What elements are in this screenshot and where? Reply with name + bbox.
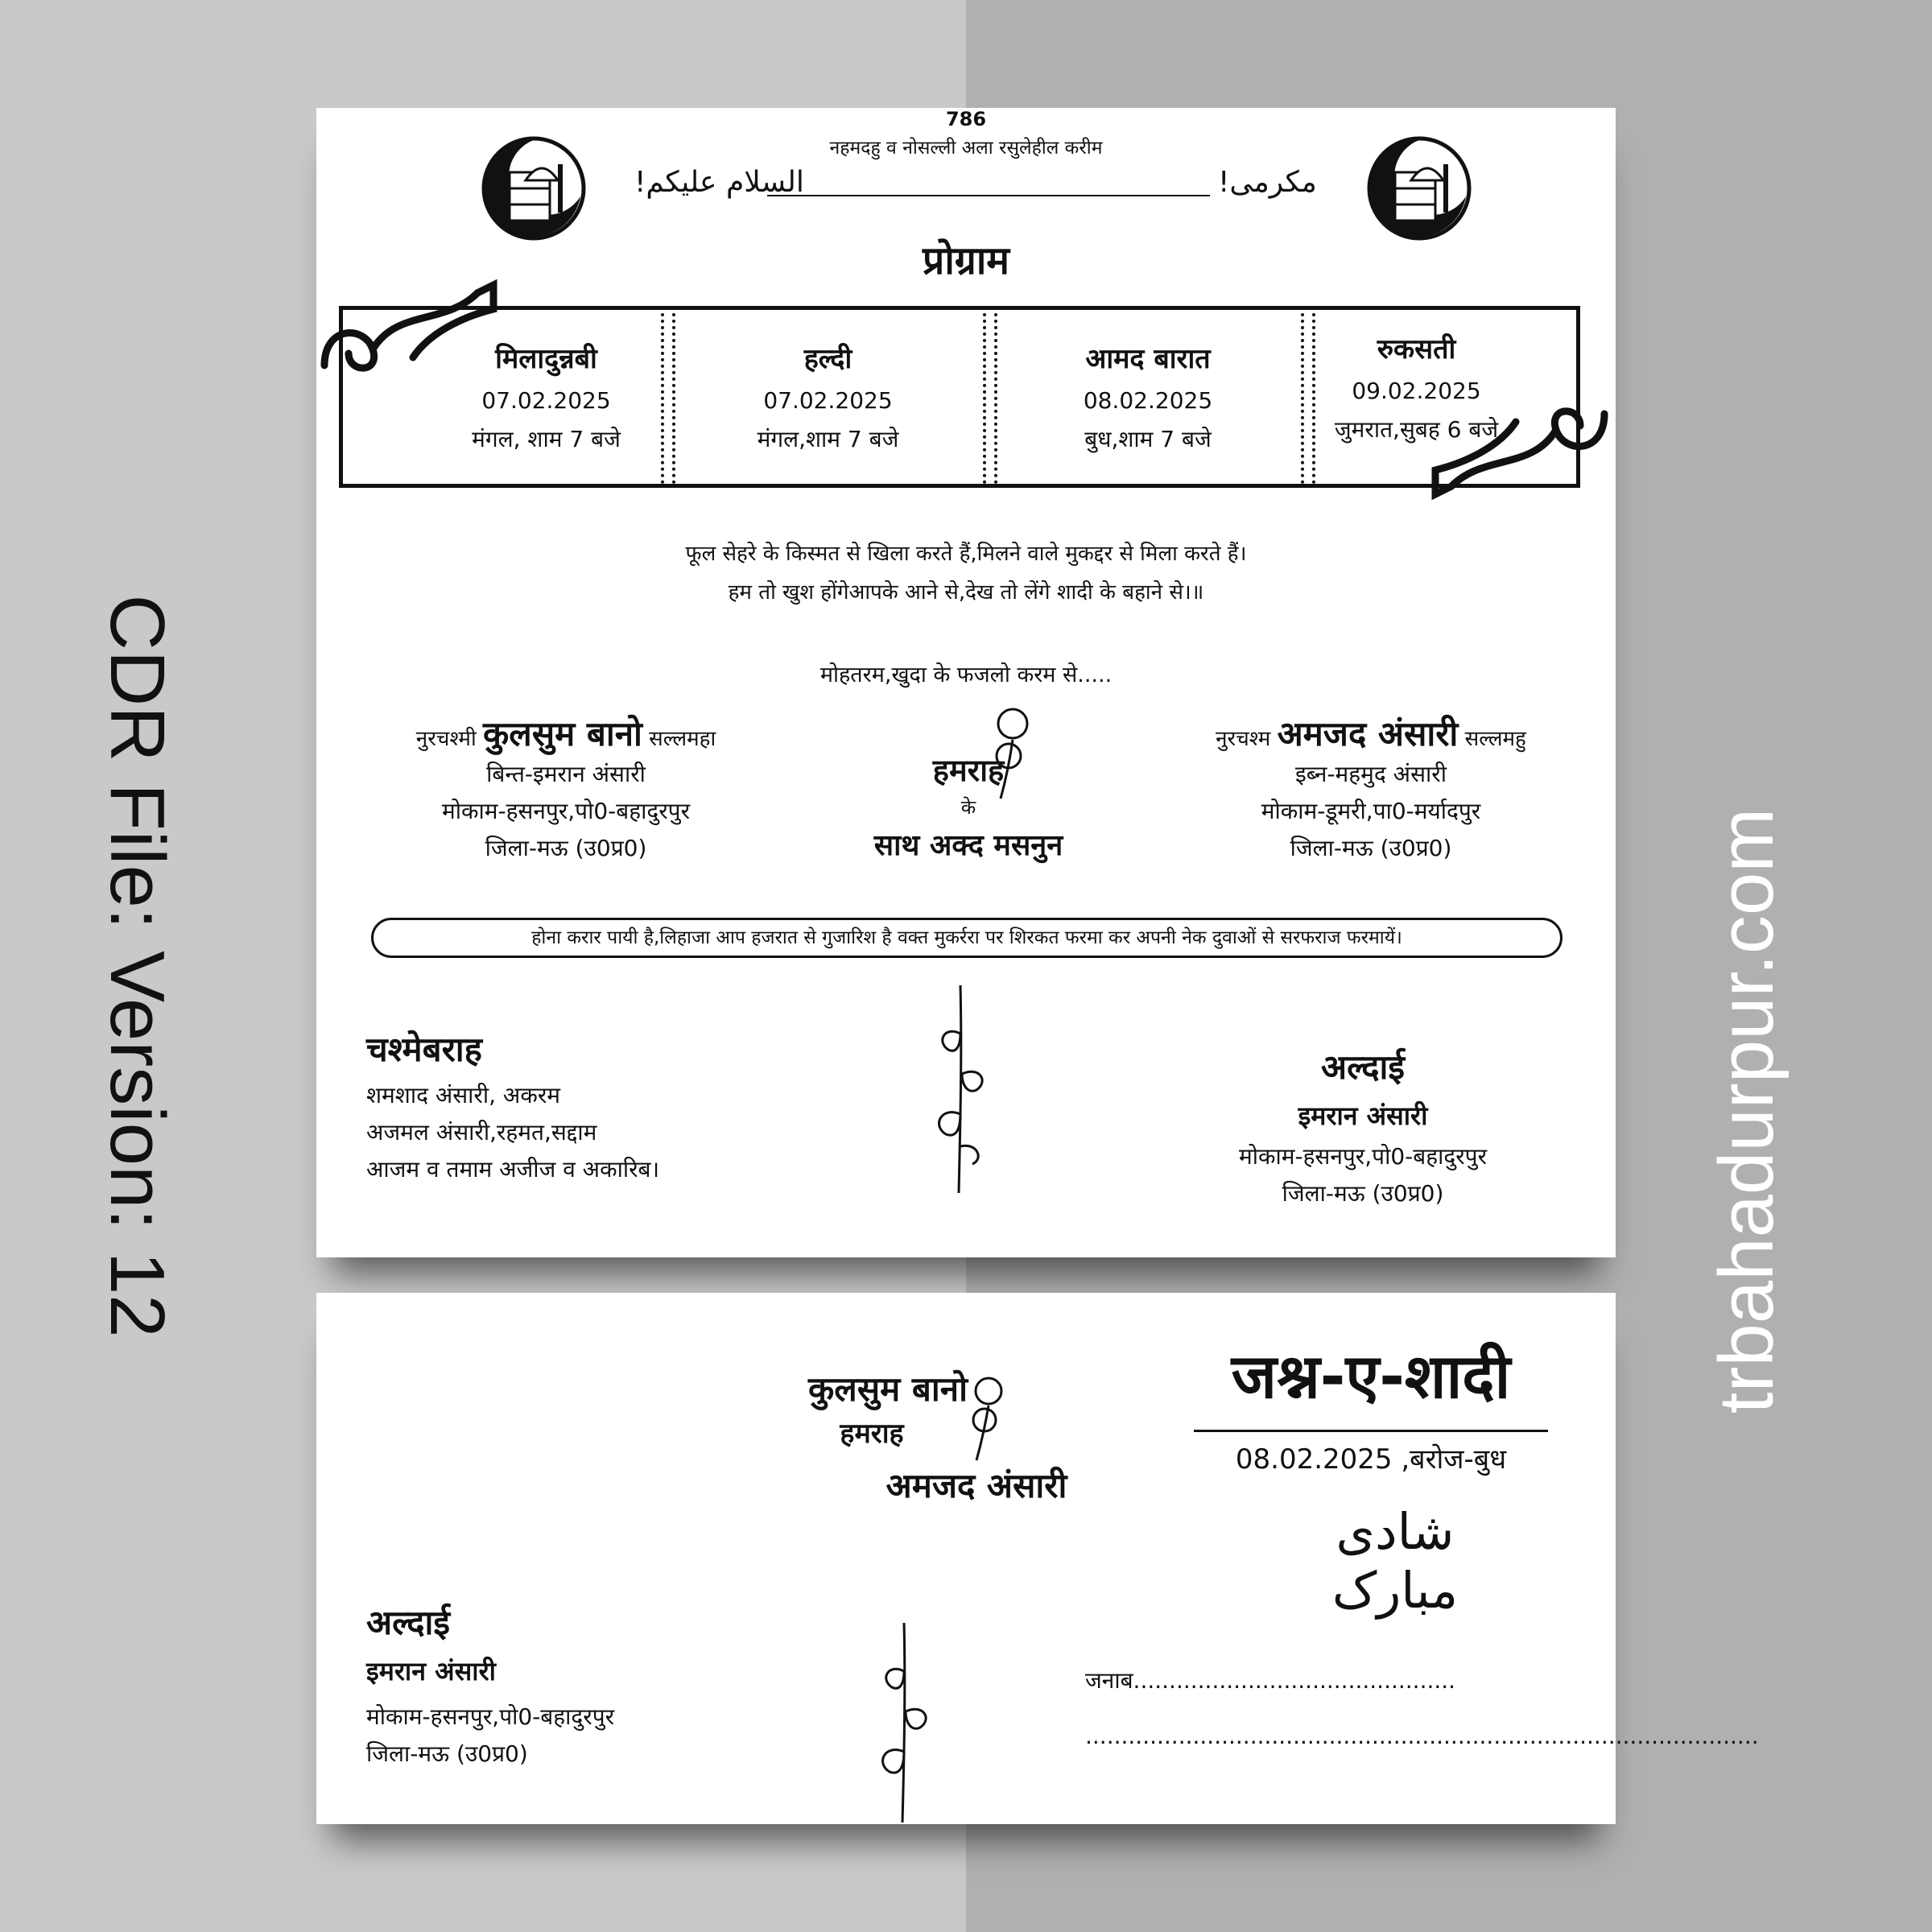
groom-prefix: नुरचश्म <box>1216 727 1271 751</box>
cdr-version-label: CDR File: Version: 12 <box>94 594 180 1338</box>
mosque-emblem-right-icon <box>1363 132 1476 245</box>
envelope-aldai-name: इमरान अंसारी <box>366 1656 496 1686</box>
envelope-aldai-address: मोकाम-हसनपुर,पो0-बहादुरपुर <box>366 1703 615 1730</box>
shadi-mubarak-urdu: شادی مبارک <box>1331 1502 1459 1620</box>
program-time: मंगल,शाम 7 बजे <box>757 426 899 452</box>
lily-flower-icon <box>872 1623 936 1824</box>
name-line <box>767 195 1210 196</box>
program-name: आमद बारात <box>1085 343 1211 375</box>
swirl-ornament-left-icon <box>316 277 502 382</box>
chashmebarah-list <box>366 1077 659 1188</box>
website-label: trbahadurpur.com <box>1703 807 1790 1414</box>
program-time: जुमरात,सुबह 6 बजे <box>1334 416 1499 443</box>
groom-block <box>1162 710 1580 867</box>
program-name: हल्दी <box>803 343 852 375</box>
top-number: 786 <box>945 108 987 130</box>
chashmebarah-title: चश्मेबराह <box>366 1030 482 1069</box>
bride-name: कुलसुम बानो <box>482 714 642 753</box>
envelope-with: हमराह <box>840 1418 904 1450</box>
program-title: प्रोग्राम <box>923 238 1009 283</box>
envelope-aldai-title: अल्दाई <box>366 1603 450 1642</box>
couplet-line-1: फूल सेहरे के किस्मत से खिला करते हैं,मिलने वाले मुकद्दर से मिला करते हैं। <box>685 542 1247 566</box>
urdu-mukarrami: مکرمی! <box>1218 166 1317 199</box>
chashmebarah-line: अजमल अंसारी,रहमत,सद्दाम <box>366 1119 597 1146</box>
top-line: नहमदहु व नोसल्ली अला रसुलेहील करीम <box>829 138 1103 159</box>
aldai-district: जिला-मऊ (उ0प्र0) <box>1282 1180 1444 1207</box>
address-field[interactable]: .............................................................................................. <box>1085 1723 1759 1749</box>
janab-field[interactable]: जनाब............................................. <box>1085 1667 1456 1694</box>
envelope-date: 08.02.2025 ,बरोज-बुध <box>1235 1443 1507 1476</box>
program-col-amad-barat <box>995 310 1301 484</box>
groom-address: मोकाम-डूमरी,पा0-मर्यादपुर <box>1261 798 1481 824</box>
urdu-salam: السلام علیکم! <box>634 166 804 199</box>
invitation-card-envelope <box>316 1293 1759 1824</box>
jashn-e-shadi-title: जश्न-ए-शादी <box>1231 1340 1511 1412</box>
bride-suffix: सल्लमहा <box>649 727 716 751</box>
bride-block <box>365 710 767 867</box>
request-line: होना करार पायी है,लिहाजा आप हजरात से गुजारिश है वक्त मुकर्ररा पर शिरकत फरमा कर अपनी नेक दुवाओं से सरफराज फरमायें। <box>371 918 1563 958</box>
chashmebarah-line: आजम व तमाम अजीज व अकारिब। <box>366 1156 660 1183</box>
groom-suffix: सल्लमहु <box>1464 727 1526 751</box>
flower-icon <box>985 704 1041 800</box>
swirl-ornament-right-icon <box>1427 398 1612 502</box>
groom-district: जिला-मऊ (उ0प्र0) <box>1290 835 1452 861</box>
center-ke: के <box>960 796 976 819</box>
envelope-groom-name: अमजद अंसारी <box>886 1466 1067 1505</box>
aldai-name: इमरान अंसारी <box>1298 1100 1428 1131</box>
groom-parent: इब्न-महमुद अंसारी <box>1295 761 1447 787</box>
envelope-bride-name: कुलसुम बानो <box>808 1369 968 1409</box>
center-humrah: हमराह <box>932 753 1005 788</box>
aldai-address: मोकाम-हसनपुर,पो0-बहादुरपुर <box>1238 1143 1488 1170</box>
program-time: मंगल, शाम 7 बजे <box>472 426 621 452</box>
mosque-emblem-left-icon <box>477 132 590 245</box>
program-name: रुकसती <box>1377 333 1456 365</box>
bride-district: जिला-मऊ (उ0प्र0) <box>485 835 647 861</box>
program-date: 09.02.2025 <box>1352 378 1481 404</box>
groom-name: अमजद अंसारी <box>1277 714 1459 753</box>
program-date: 07.02.2025 <box>763 387 893 414</box>
flower-icon <box>960 1373 1017 1462</box>
bride-prefix: नुरचश्मी <box>415 727 477 751</box>
program-date: 08.02.2025 <box>1083 387 1213 414</box>
program-time: बुध,शाम 7 बजे <box>1084 426 1212 452</box>
title-underline <box>1194 1430 1548 1432</box>
center-aqd: साथ अक्द मसनुन <box>873 829 1063 862</box>
couplet-line-2: हम तो खुश होंगेआपके आने से,देख तो लेंगे शादी के बहाने से।॥ <box>728 580 1204 605</box>
program-table <box>339 306 1580 488</box>
intro-line: मोहतरम,खुदा के फजलो करम से..... <box>819 663 1113 687</box>
program-date: 07.02.2025 <box>481 387 611 414</box>
bride-address: मोकाम-हसनपुर,पो0-बहादुरपुर <box>441 798 691 824</box>
aldai-title: अल्दाई <box>1321 1047 1405 1087</box>
bride-parent: बिन्त-इमरान अंसारी <box>486 761 646 787</box>
lily-flower-icon <box>928 985 993 1195</box>
chashmebarah-line: शमशाद अंसारी, अकरम <box>366 1082 561 1108</box>
program-name: मिलादुन्नबी <box>495 343 597 375</box>
envelope-aldai-district: जिला-मऊ (उ0प्र0) <box>366 1740 528 1767</box>
program-col-haldi <box>673 310 983 484</box>
invitation-card-main <box>316 108 1616 1257</box>
